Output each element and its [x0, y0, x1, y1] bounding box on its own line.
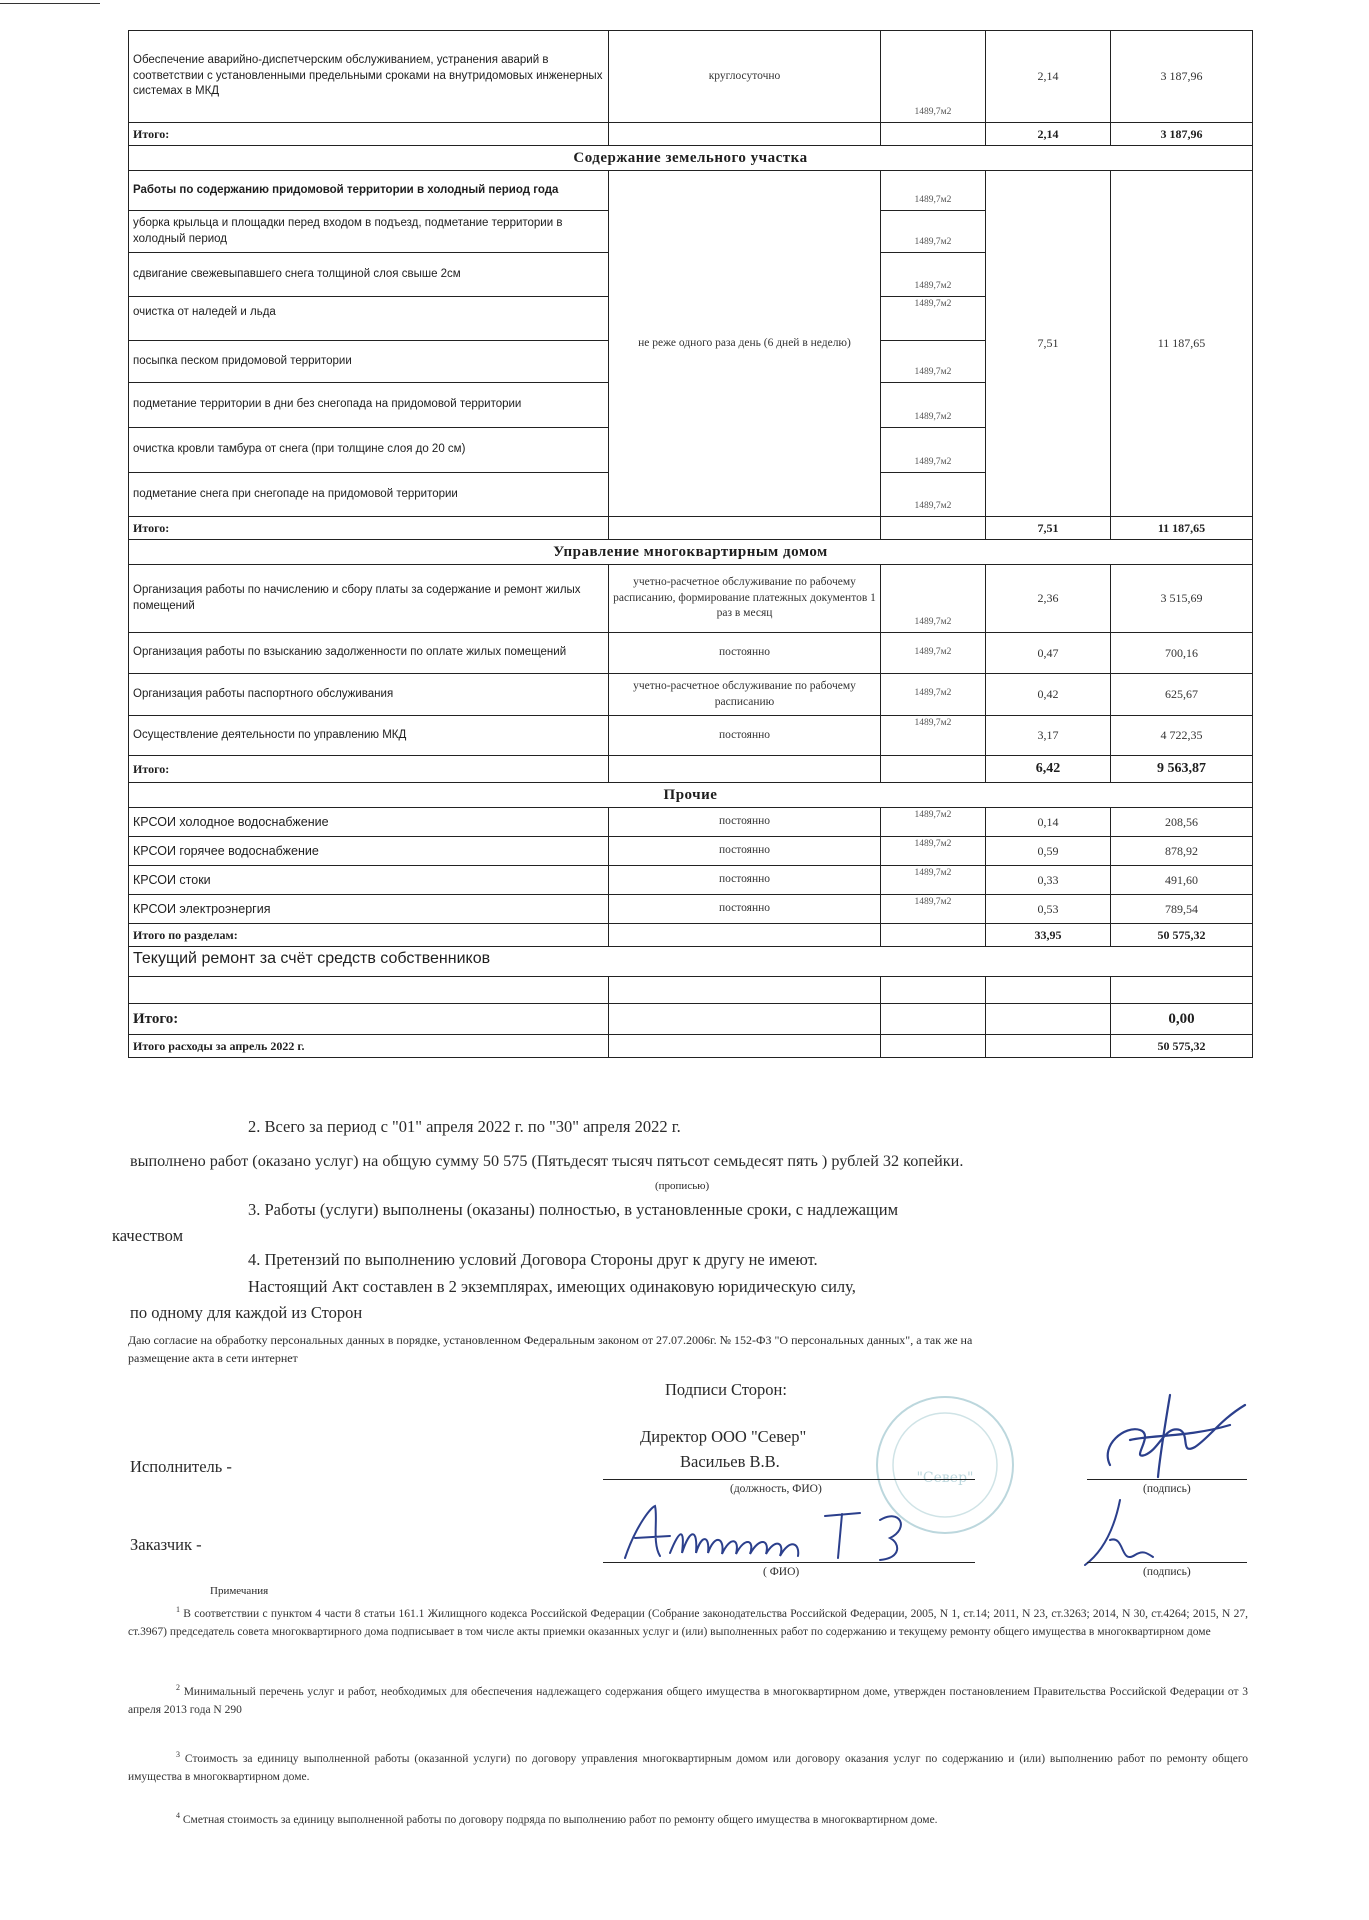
work-area: 1489,7м2	[881, 383, 986, 428]
table-row	[129, 565, 1253, 633]
total-label: Итого расходы за апрель 2022 г.	[129, 1035, 609, 1058]
table-row	[129, 808, 1253, 837]
work-name: КРСОИ горячее водоснабжение	[129, 837, 609, 866]
work-rate: 0,47	[986, 633, 1111, 674]
notes-title: Примечания	[210, 1585, 269, 1597]
fio-line	[603, 1562, 975, 1563]
signature-caption-customer: (подпись)	[1143, 1566, 1191, 1578]
total-row	[129, 756, 1253, 783]
total-sum: 11 187,65	[1111, 517, 1253, 540]
work-name: Организация работы по начислению и сбору платы за содержание и ремонт жилых помещений	[129, 565, 609, 633]
table-row	[129, 171, 1253, 211]
signatures-title: Подписи Сторон:	[665, 1380, 787, 1399]
paragraph-4: 4. Претензий по выполнению условий Договора Стороны друг к другу не имеют.	[248, 1250, 818, 1269]
total-label: Итого по разделам:	[129, 924, 609, 947]
work-area: 1489,7м2	[881, 428, 986, 473]
work-area: 1489,7м2	[881, 633, 986, 674]
work-sum: 878,92	[1111, 837, 1253, 866]
position-line	[603, 1479, 975, 1480]
work-area: 1489,7м2	[881, 473, 986, 517]
work-area: 1489,7м2	[881, 211, 986, 253]
note-4	[128, 1810, 1248, 1830]
work-name: Обеспечение аварийно-диспетчерским обслуживанием, устранения аварий в соответствии с установленными предельными сроками на внутридомовых инженерных системах в МКД	[129, 31, 609, 123]
work-area: 1489,7м2	[881, 253, 986, 297]
work-name: очистка от наледей и льда	[129, 297, 609, 341]
work-area: 1489,7м2	[881, 808, 986, 837]
note-4-text: Сметная стоимость за единицу выполненной работы по договору подряда по выполнению работ по ремонту общего имущества в многоквартирном доме.	[182, 1813, 938, 1826]
work-rate: 2,36	[986, 565, 1111, 633]
section-header-other	[129, 783, 1253, 808]
total-row	[129, 1035, 1253, 1058]
section-header-land	[129, 146, 1253, 171]
work-name: уборка крыльца и площадки перед входом в подъезд, подметание территории в холодный период	[129, 211, 609, 253]
work-name: КРСОИ электроэнергия	[129, 895, 609, 924]
director-name: Васильев В.В.	[680, 1452, 780, 1471]
section-title: Прочие	[129, 783, 1253, 808]
customer-signature-fio	[610, 1498, 970, 1568]
note-3-mark: 3	[176, 1750, 180, 1759]
repair-header: Текущий ремонт за счёт средств собственников	[129, 947, 1253, 977]
consent-line-2: размещение акта в сети интернет	[128, 1351, 298, 1365]
work-sum: 208,56	[1111, 808, 1253, 837]
customer-label: Заказчик -	[130, 1535, 202, 1554]
table-row	[129, 895, 1253, 924]
total-row	[129, 517, 1253, 540]
work-rate: 0,14	[986, 808, 1111, 837]
work-period: учетно-расчетное обслуживание по рабочему расписанию	[609, 674, 881, 716]
work-rate: 0,33	[986, 866, 1111, 895]
work-name: сдвигание свежевыпавшего снега толщиной слоя свыше 2см	[129, 253, 609, 297]
work-name: КРСОИ холодное водоснабжение	[129, 808, 609, 837]
work-sum: 789,54	[1111, 895, 1253, 924]
paragraph-5-line-1: Настоящий Акт составлен в 2 экземплярах, имеющих одинаковую юридическую силу,	[248, 1277, 856, 1296]
land-rate: 7,51	[986, 171, 1111, 517]
work-name: подметание территории в дни без снегопада на придомовой территории	[129, 383, 609, 428]
work-rate: 0,59	[986, 837, 1111, 866]
work-rate: 0,42	[986, 674, 1111, 716]
work-period: постоянно	[609, 866, 881, 895]
work-sum: 700,16	[1111, 633, 1253, 674]
work-period: постоянно	[609, 633, 881, 674]
work-name: Работы по содержанию придомовой территории в холодный период года	[129, 171, 609, 211]
executor-signature	[1070, 1385, 1250, 1480]
work-period: постоянно	[609, 716, 881, 756]
total-row	[129, 924, 1253, 947]
work-period: постоянно	[609, 837, 881, 866]
note-4-mark: 4	[176, 1811, 180, 1820]
position-caption: (должность, ФИО)	[730, 1483, 822, 1495]
total-sum: 3 187,96	[1111, 123, 1253, 146]
work-area: 1489,7м2	[881, 297, 986, 341]
in-words-caption: (прописью)	[655, 1180, 710, 1192]
work-area: 1489,7м2	[881, 895, 986, 924]
total-row	[129, 123, 1253, 146]
work-area: 1489,7м2	[881, 716, 986, 756]
table-row	[129, 31, 1253, 123]
top-edge-line	[0, 3, 100, 4]
work-name: Осуществление деятельности по управлению МКД	[129, 716, 609, 756]
work-area: 1489,7м2	[881, 674, 986, 716]
work-area: 1489,7м2	[881, 171, 986, 211]
signature-line-customer	[1087, 1562, 1247, 1563]
signature-caption-executor: (подпись)	[1143, 1483, 1191, 1495]
paragraph-3-line-2: качеством	[112, 1226, 184, 1245]
total-rate: 6,42	[986, 756, 1111, 783]
paragraph-2-line-1: 2. Всего за период с "01" апреля 2022 г. по "30" апреля 2022 г.	[248, 1117, 681, 1136]
work-sum: 625,67	[1111, 674, 1253, 716]
total-sum: 50 575,32	[1111, 924, 1253, 947]
note-2-text: Минимальный перечень услуг и работ, необходимых для обеспечения надлежащего содержания общего имущества в многоквартирном доме, утвержден постановлением Правительства Российской Федерации от 3 апреля 2013 года N 290	[128, 1685, 1248, 1716]
director-title: Директор ООО "Север"	[640, 1427, 807, 1446]
total-row	[129, 1004, 1253, 1035]
work-name: Организация работы паспортного обслуживания	[129, 674, 609, 716]
work-sum: 3 187,96	[1111, 31, 1253, 123]
land-sum: 11 187,65	[1111, 171, 1253, 517]
work-period: учетно-расчетное обслуживание по рабочему расписанию, формирование платежных документов 1 раз в месяц	[609, 565, 881, 633]
work-area: 1489,7м2	[881, 866, 986, 895]
work-name: Организация работы по взысканию задолженности по оплате жилых помещений	[129, 633, 609, 674]
work-name: посыпка песком придомовой территории	[129, 341, 609, 383]
note-2	[128, 1682, 1248, 1719]
work-rate: 2,14	[986, 31, 1111, 123]
note-3	[128, 1749, 1248, 1786]
work-sum: 491,60	[1111, 866, 1253, 895]
work-period: постоянно	[609, 895, 881, 924]
work-period: постоянно	[609, 808, 881, 837]
paragraph-2-line-2: выполнено работ (оказано услуг) на общую сумму 50 575 (Пятьдесят тысяч пятьсот семьдесят пять ) рублей 32 копейки.	[130, 1152, 964, 1170]
work-area: 1489,7м2	[881, 31, 986, 123]
table-row	[129, 633, 1253, 674]
note-1-mark: 1	[176, 1605, 180, 1614]
work-name: подметание снега при снегопаде на придомовой территории	[129, 473, 609, 517]
total-label: Итого:	[129, 517, 609, 540]
table-row	[129, 674, 1253, 716]
total-label: Итого:	[129, 756, 609, 783]
note-1-text: В соответствии с пунктом 4 части 8 статьи 161.1 Жилищного кодекса Российской Федерации (Собрание законодательства Российской Федерации, 2005, N 1, ст.14; 2011, N 23, ст.3263; 2014, N 30, ст.4264; 2015, N 27, ст.3967) председатель совета многоквартирного дома подписывает в том числе акты приемки оказанных услуг и (или) выполненных работ по содержанию и текущему ремонту общего имущества в многоквартирном доме	[128, 1607, 1248, 1638]
customer-signature	[1075, 1495, 1155, 1575]
section-title: Содержание земельного участка	[129, 146, 1253, 171]
note-2-mark: 2	[176, 1683, 180, 1692]
total-rate: 7,51	[986, 517, 1111, 540]
work-rate: 0,53	[986, 895, 1111, 924]
table-row	[129, 977, 1253, 1004]
paragraph-3-line-1: 3. Работы (услуги) выполнены (оказаны) полностью, в установленные сроки, с надлежащим	[248, 1200, 899, 1219]
table-row	[129, 837, 1253, 866]
work-sum: 3 515,69	[1111, 565, 1253, 633]
work-area: 1489,7м2	[881, 565, 986, 633]
total-rate: 33,95	[986, 924, 1111, 947]
section-title: Управление многоквартирным домом	[129, 540, 1253, 565]
work-sum: 4 722,35	[1111, 716, 1253, 756]
land-period: не реже одного раза день (6 дней в неделю)	[609, 171, 881, 517]
total-label: Итого:	[129, 123, 609, 146]
total-sum: 0,00	[1111, 1004, 1253, 1035]
work-rate: 3,17	[986, 716, 1111, 756]
executor-label: Исполнитель -	[130, 1457, 232, 1476]
total-rate: 2,14	[986, 123, 1111, 146]
stamp-text: "Север"	[916, 1470, 974, 1486]
repair-header-row	[129, 947, 1253, 977]
table-row	[129, 716, 1253, 756]
work-area: 1489,7м2	[881, 341, 986, 383]
work-name: очистка кровли тамбура от снега (при толщине слоя до 20 см)	[129, 428, 609, 473]
total-sum: 50 575,32	[1111, 1035, 1253, 1058]
total-label: Итого:	[129, 1004, 609, 1035]
paragraph-5-line-2: по одному для каждой из Сторон	[130, 1303, 363, 1322]
work-area: 1489,7м2	[881, 837, 986, 866]
total-sum: 9 563,87	[1111, 756, 1253, 783]
section-header-management	[129, 540, 1253, 565]
fio-caption: ( ФИО)	[763, 1566, 800, 1578]
work-name: КРСОИ стоки	[129, 866, 609, 895]
table-row	[129, 866, 1253, 895]
note-1	[128, 1604, 1248, 1641]
works-table	[128, 30, 1253, 1058]
consent-line-1: Даю согласие на обработку персональных данных в порядке, установленном Федеральным законом от 27.07.2006г. № 152-ФЗ "О персональных данных", а так же на	[128, 1333, 973, 1347]
note-3-text: Стоимость за единицу выполненной работы (оказанной услуги) по договору управления многоквартирным домом или договору оказания услуг по содержанию и (или) выполнению работ по ремонту общего имущества в многоквартирном доме.	[128, 1752, 1249, 1783]
work-period: круглосуточно	[609, 31, 881, 123]
